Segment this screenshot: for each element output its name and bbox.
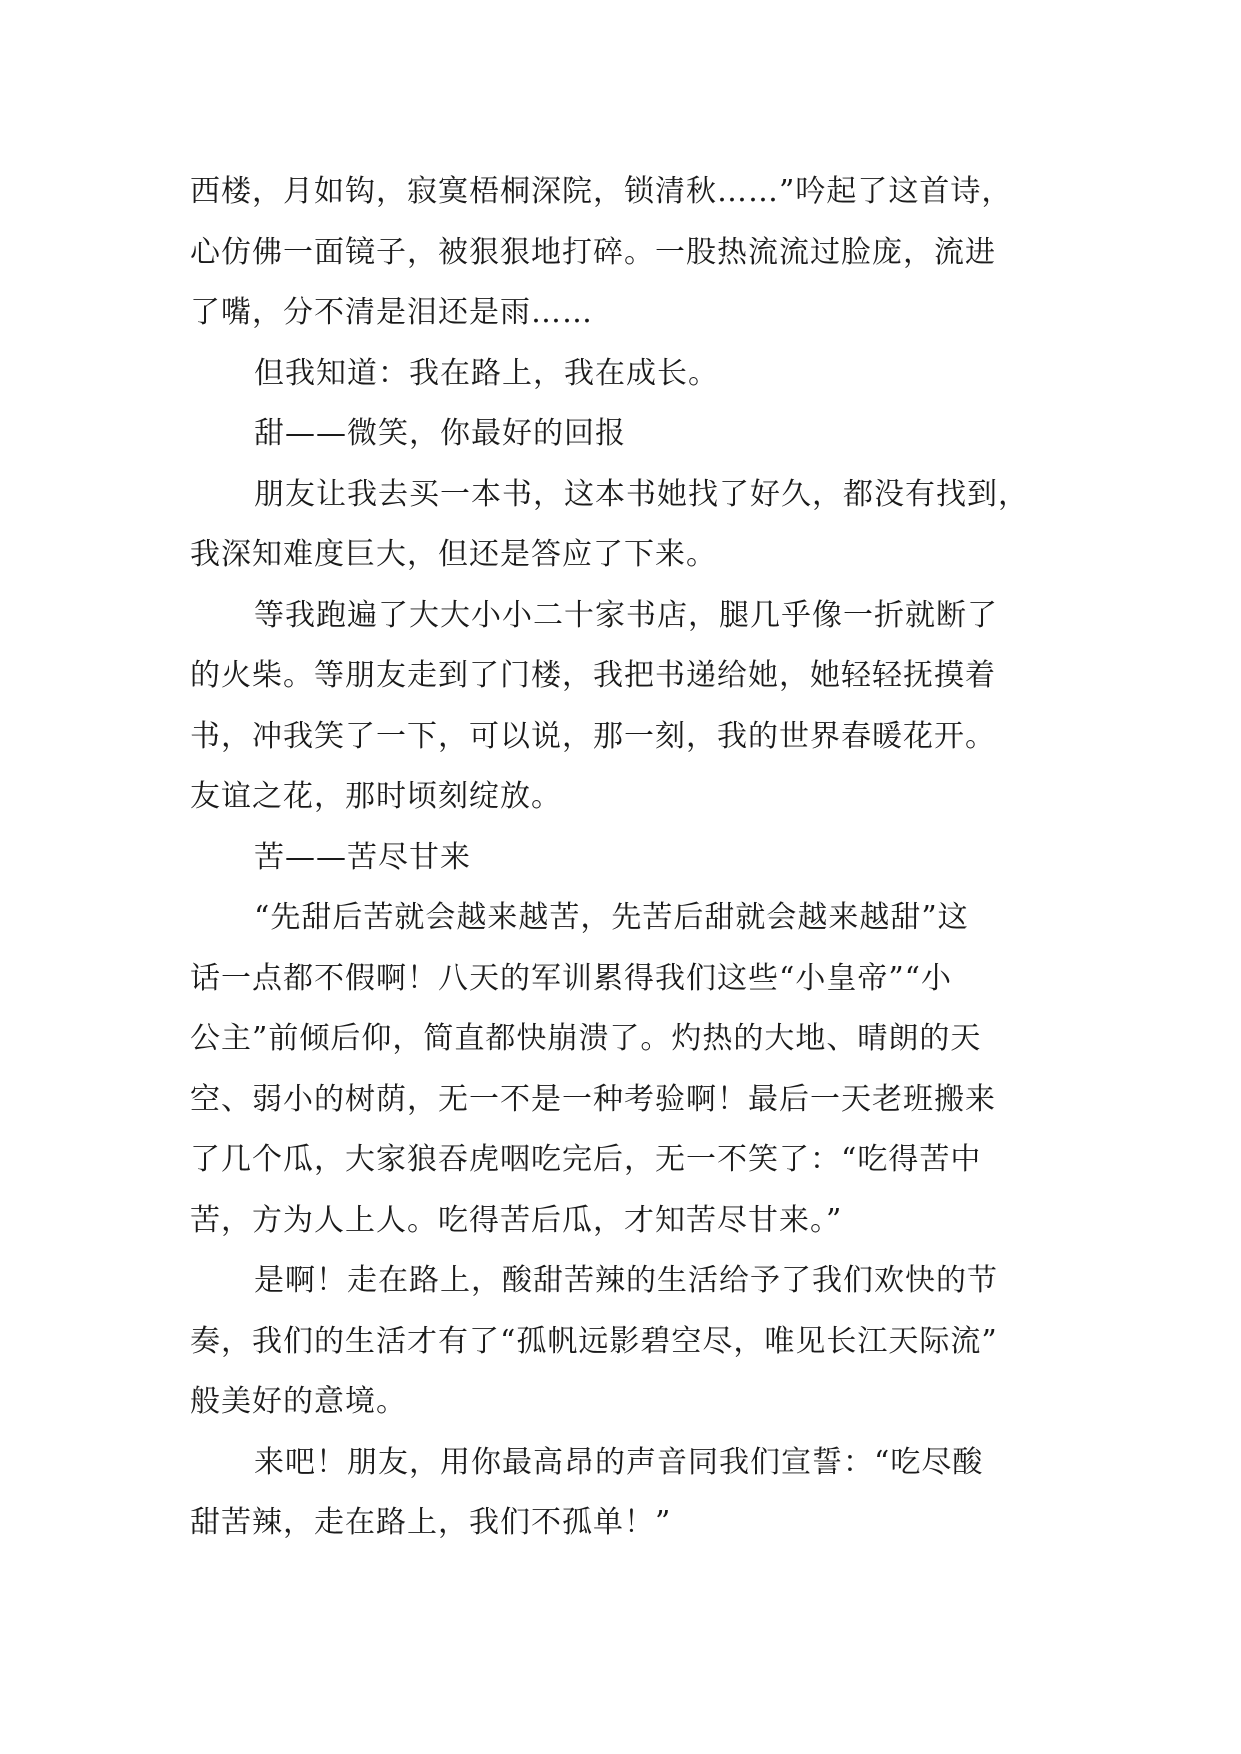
text-line: 空、弱小的树荫，无一不是一种考验啊！最后一天老班搬来 — [190, 1081, 996, 1117]
text-line: 朋友让我去买一本书，这本书她找了好久，都没有找到， — [254, 476, 1029, 512]
text-line: 奏，我们的生活才有了“孤帆远影碧空尽，唯见长江天际流” — [190, 1323, 998, 1359]
text-line: 西楼，月如钩，寂寞梧桐深院，锁清秋……”吟起了这首诗， — [190, 174, 1013, 209]
text-line: 友谊之花，那时顷刻绽放。 — [190, 779, 562, 814]
text-line: 书，冲我笑了一下，可以说，那一刻，我的世界春暖花开。 — [190, 718, 996, 754]
text-line: 甜苦辣，走在路上，我们不孤单！” — [190, 1505, 672, 1540]
text-line: 公主”前倾后仰，简直都快崩溃了。灼热的大地、晴朗的天 — [190, 1021, 982, 1056]
text-line: 心仿佛一面镜子，被狠狠地打碎。一股热流流过脸庞，流进 — [190, 234, 996, 270]
text-line: 话一点都不假啊！八天的军训累得我们这些“小皇帝”“小 — [190, 960, 953, 996]
document-body — [190, 162, 1050, 1554]
text-line: 等我跑遍了大大小小二十家书店，腿几乎像一折就断了 — [254, 597, 998, 633]
text-line: 苦，方为人上人。吃得苦后瓜，才知苦尽甘来。” — [190, 1202, 843, 1238]
text-line: 般美好的意境。 — [190, 1384, 407, 1419]
text-line: “先甜后苦就会越来越苦，先苦后甜就会越来越甜”这 — [254, 900, 969, 935]
text-line: 来吧！朋友，用你最高昂的声音同我们宣誓：“吃尽酸 — [254, 1444, 984, 1480]
text-line: 是啊！走在路上，酸甜苦辣的生活给予了我们欢快的节 — [254, 1263, 998, 1298]
text-line: 我深知难度巨大，但还是答应了下来。 — [190, 537, 717, 572]
text-line: 但我知道：我在路上，我在成长。 — [254, 355, 719, 391]
text-line: 了嘴，分不清是泪还是雨…… — [190, 295, 593, 330]
text-line: 了几个瓜，大家狼吞虎咽吃完后，无一不笑了：“吃得苦中 — [190, 1142, 982, 1177]
text-line: 的火柴。等朋友走到了门楼，我把书递给她，她轻轻抚摸着 — [190, 658, 996, 693]
section-heading: 苦——苦尽甘来 — [254, 839, 471, 875]
section-heading: 甜——微笑，你最好的回报 — [254, 416, 626, 451]
